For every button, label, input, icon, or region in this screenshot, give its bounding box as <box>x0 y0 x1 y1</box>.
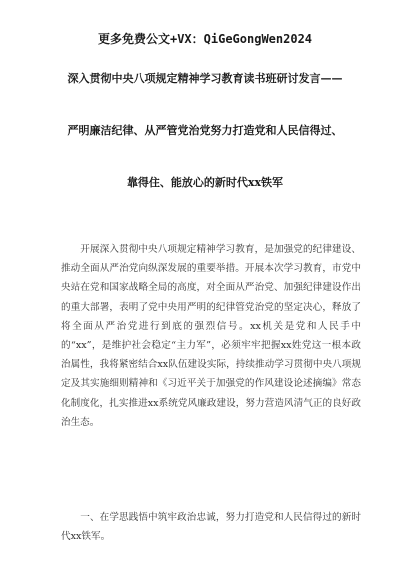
promo-banner: 更多免费公文+VX：QiGeGongWen2024 <box>97 32 313 46</box>
body-paragraph-2 <box>61 508 361 546</box>
document-title-line-1: 深入贯彻中央八项规定精神学习教育读书班研讨发言—— <box>67 72 343 85</box>
body-paragraph-1-text: 开展深入贯彻中央八项规定精神学习教育，是加强党的纪律建设、推动全面从严治党向纵深发展的重要举措。开展本次学习教育，市党中央站在党和国家战略全局的高度，对全面从严治党、加强纪律建设作出的重大部署，表明了党中央用严明的纪律管党治党的坚定决心，释放了将全面从严治党进行到底的强烈信号。xx机关是党和人民手中的“xx”，是维护社会稳定“主力军”，必须牢牢把握xx姓党这一根本政治属性，我将紧密结合xx队伍建设实际，持续推动学习贯彻中央八项规定及其实施细则精神和《习近平关于加强党的作风建设论述摘编》常态化制度化，扎实推进xx系统党风廉政建设，努力营造风清气正的良好政治生态。 <box>61 244 361 428</box>
body-paragraph-1 <box>61 240 361 432</box>
document-title-line-3: 靠得住、能放心的新时代xx铁军 <box>126 176 284 189</box>
document-title-line-2: 严明廉洁纪律、从严管党治党努力打造党和人民信得过、 <box>67 124 343 137</box>
body-paragraph-2-text: 一、在学思践悟中筑牢政治忠诚，努力打造党和人民信得过的新时代xx铁军。 <box>61 512 361 543</box>
